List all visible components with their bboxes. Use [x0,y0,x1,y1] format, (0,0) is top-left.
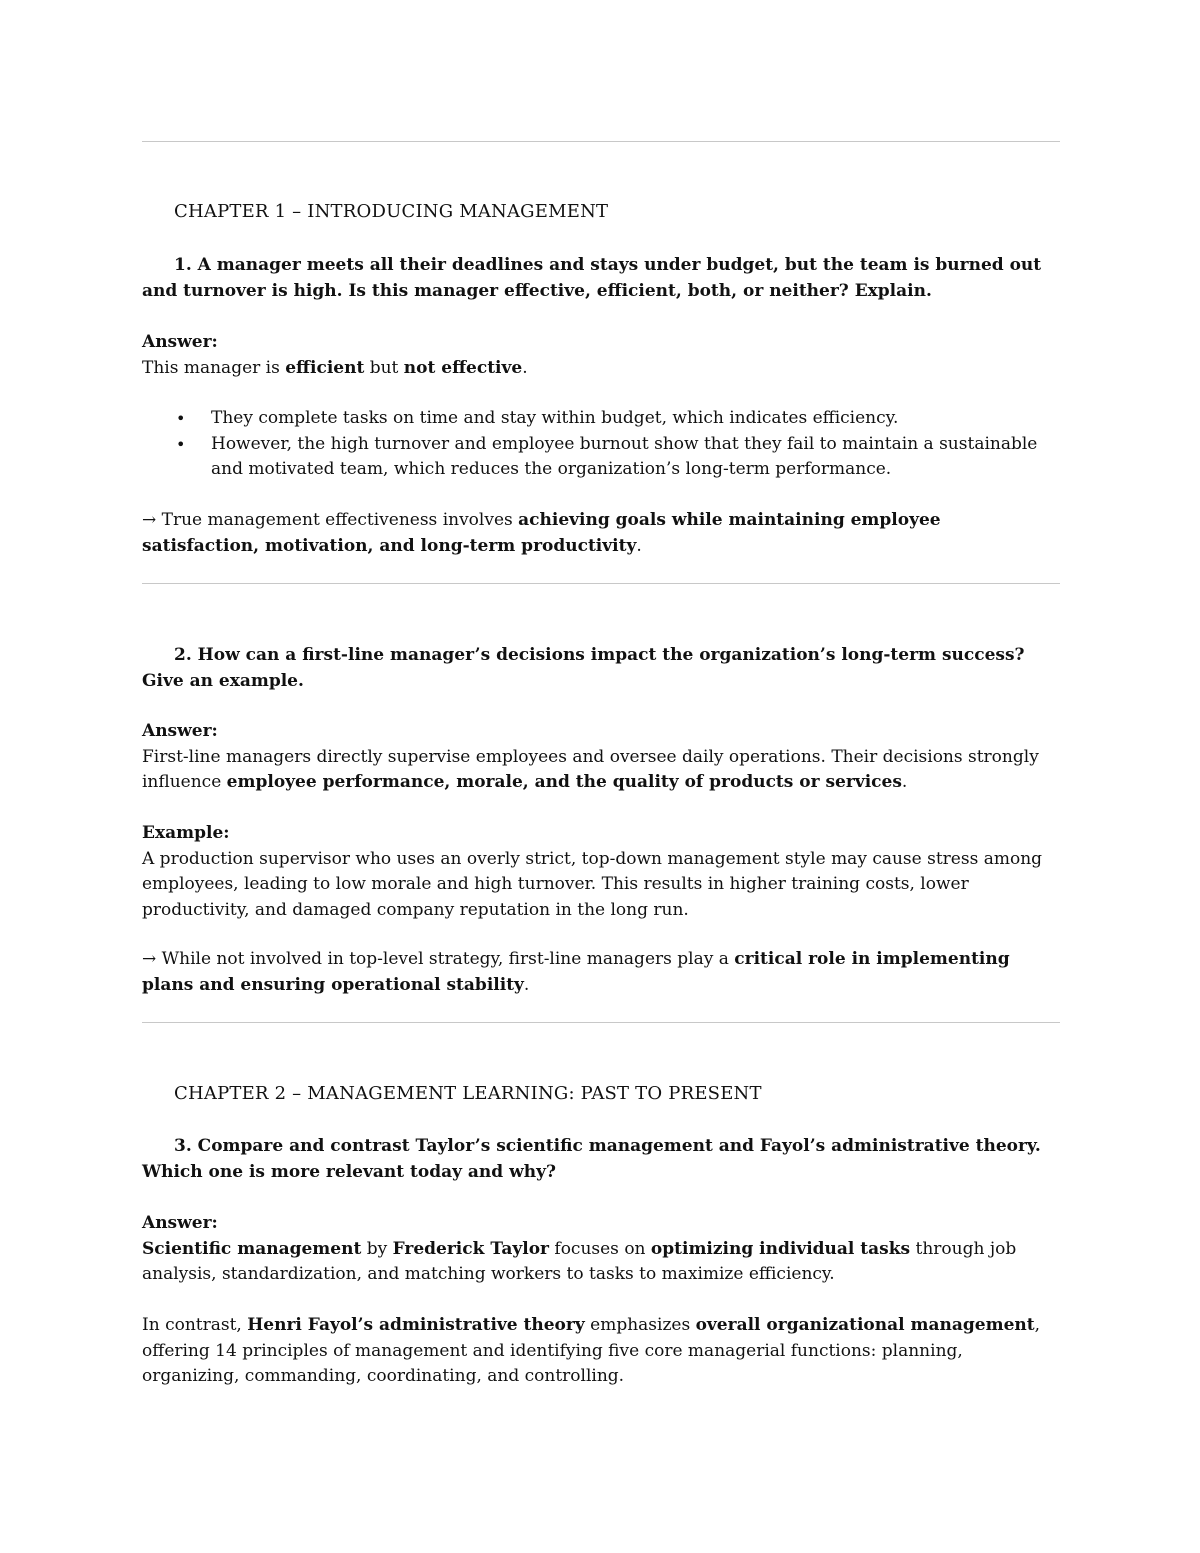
answer-1-bullet-list [142,406,1042,483]
conclusion-1: → True management effectiveness involves achieving goals while maintaining employee satisfaction, motivation, and long-term productivity. [142,510,941,556]
answer-1 [142,330,1060,381]
horizontal-rule [142,1022,1060,1023]
answer-1-text: This manager is efficient but not effective. [142,357,528,378]
horizontal-rule [142,141,1060,142]
list-item: • However, the high turnover and employee burnout show that they fail to maintain a sustainable and motivated team, which reduces the organization’s long-term performance. [176,433,1038,479]
chapter-1-heading: CHAPTER 1 – INTRODUCING MANAGEMENT [174,201,609,222]
answer-label: Answer: [142,332,218,352]
question-2: 2. How can a first-line manager’s decisions impact the organization’s long-term success? Give an example. [142,645,1025,691]
answer-3-paragraph-1: Scientific management by Frederick Taylor focuses on optimizing individual tasks through job analysis, standardization, and matching workers to tasks to maximize efficiency. [142,1238,1017,1284]
example-label: Example: [142,823,230,843]
conclusion-2: → While not involved in top-level strategy, first-line managers play a critical role in implementing plans and ensuring operational stability. [142,949,1010,995]
question-1: 1. A manager meets all their deadlines and stays under budget, but the team is burned out and turnover is high. Is this manager effective, efficient, both, or neither? Explain. [142,255,1042,301]
bullet-icon: • [176,434,186,454]
chapter-2-heading: CHAPTER 2 – MANAGEMENT LEARNING: PAST TO PRESENT [174,1083,762,1104]
list-item: • They complete tasks on time and stay within budget, which indicates efficiency. [142,406,1042,432]
horizontal-rule [142,583,1060,584]
answer-label: Answer: [142,1213,218,1233]
answer-3-paragraph-2: In contrast, Henri Fayol’s administrative theory emphasizes overall organizational management, offering 14 principles of management and identifying five core managerial functions: planning, organizing, commanding, coordinating, and controlling. [142,1315,1041,1386]
answer-label: Answer: [142,721,218,741]
question-3: 3. Compare and contrast Taylor’s scientific management and Fayol’s administrative theory. Which one is more relevant today and why? [142,1136,1041,1182]
answer-3 [142,1211,1060,1288]
example-2 [142,821,1060,923]
bullet-icon: • [176,409,186,428]
example-2-text: A production supervisor who uses an overly strict, top-down management style may cause stress among employees, leading to low morale and high turnover. This results in higher training costs, lower productivity, and damaged company reputation in the long run. [142,848,1043,920]
answer-2 [142,719,1060,796]
answer-2-text: First-line managers directly supervise employees and oversee daily operations. Their decisions strongly influence employee performance, morale, and the quality of products or services. [142,746,1039,792]
